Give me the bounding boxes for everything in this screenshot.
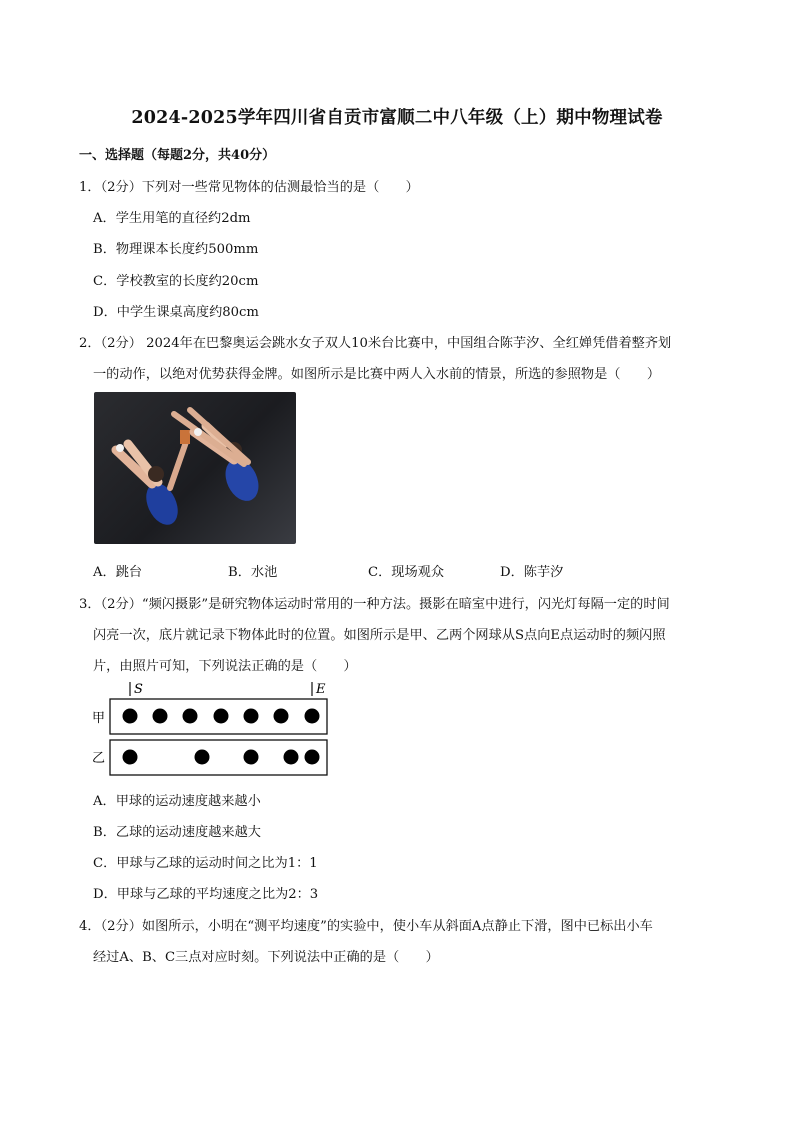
ball-yi	[195, 750, 210, 765]
divers-illustration	[94, 392, 296, 544]
row-label-yi: 乙	[92, 751, 106, 766]
q3-option-a: A．甲球的运动速度越来越小	[93, 794, 261, 809]
diving-photo	[94, 392, 296, 544]
q1-option-d: D．中学生课桌高度约80cm	[93, 305, 259, 320]
label-e: E	[316, 682, 326, 697]
row-label-jia: 甲	[92, 711, 106, 726]
q3-option-b: B．乙球的运动速度越来越大	[93, 825, 261, 840]
ball-jia	[214, 709, 229, 724]
q4-stem-line2: 经过A、B、C三点对应时刻。下列说法中正确的是（ ）	[93, 950, 439, 965]
ball-yi	[305, 750, 320, 765]
q3-stem-line1: 3．（2分）“频闪摄影”是研究物体运动时常用的一种方法。摄影在暗室中进行，闪光灯每隔一定的时间	[79, 597, 670, 612]
q2-option-d: D．陈芋汐	[500, 565, 564, 580]
q2-option-b: B．水池	[228, 565, 278, 580]
strobe-diagram	[88, 678, 338, 778]
ball-jia	[123, 709, 138, 724]
ball-jia	[244, 709, 259, 724]
q1-option-b: B．物理课本长度约500mm	[93, 242, 259, 257]
q2-option-a: A．跳台	[93, 565, 143, 580]
label-s: S	[134, 682, 143, 697]
q3-stem-line3: 片，由照片可知，下列说法正确的是（ ）	[93, 659, 357, 674]
ball-jia	[305, 709, 320, 724]
q1-stem: 1．（2分）下列对一些常见物体的估测最恰当的是（ ）	[79, 180, 419, 195]
q2-stem-line1: 2．（2分） 2024年在巴黎奥运会跳水女子双人10米台比赛中，中国组合陈芋汐、全红婵凭借着整齐划	[79, 336, 672, 351]
q3-option-c: C．甲球与乙球的运动时间之比为1：1	[93, 856, 318, 871]
exam-title: 2024-2025学年四川省自贡市富顺二中八年级（上）期中物理试卷	[131, 108, 663, 128]
q1-option-c: C．学校教室的长度约20cm	[93, 274, 259, 289]
q1-option-a: A．学生用笔的直径约2dm	[93, 211, 251, 226]
section-heading: 一、选择题（每题2分，共40分）	[79, 148, 276, 163]
ball-jia	[183, 709, 198, 724]
ball-jia	[153, 709, 168, 724]
q2-stem-line2: 一的动作，以绝对优势获得金牌。如图所示是比赛中两人入水前的情景，所选的参照物是（ ）	[93, 367, 661, 382]
ball-yi	[244, 750, 259, 765]
ball-yi	[123, 750, 138, 765]
q4-stem-line1: 4．（2分）如图所示，小明在“测平均速度”的实验中，使小车从斜面A点静止下滑，图中已标出小车	[79, 919, 653, 934]
strobe-figure	[88, 678, 338, 778]
ball-jia	[274, 709, 289, 724]
ball-yi	[284, 750, 299, 765]
q3-option-d: D．甲球与乙球的平均速度之比为2：3	[93, 887, 319, 902]
q3-stem-line2: 闪亮一次，底片就记录下物体此时的位置。如图所示是甲、乙两个网球从S点向E点运动时的频闪照	[93, 628, 666, 643]
q2-option-c: C．现场观众	[368, 565, 445, 580]
